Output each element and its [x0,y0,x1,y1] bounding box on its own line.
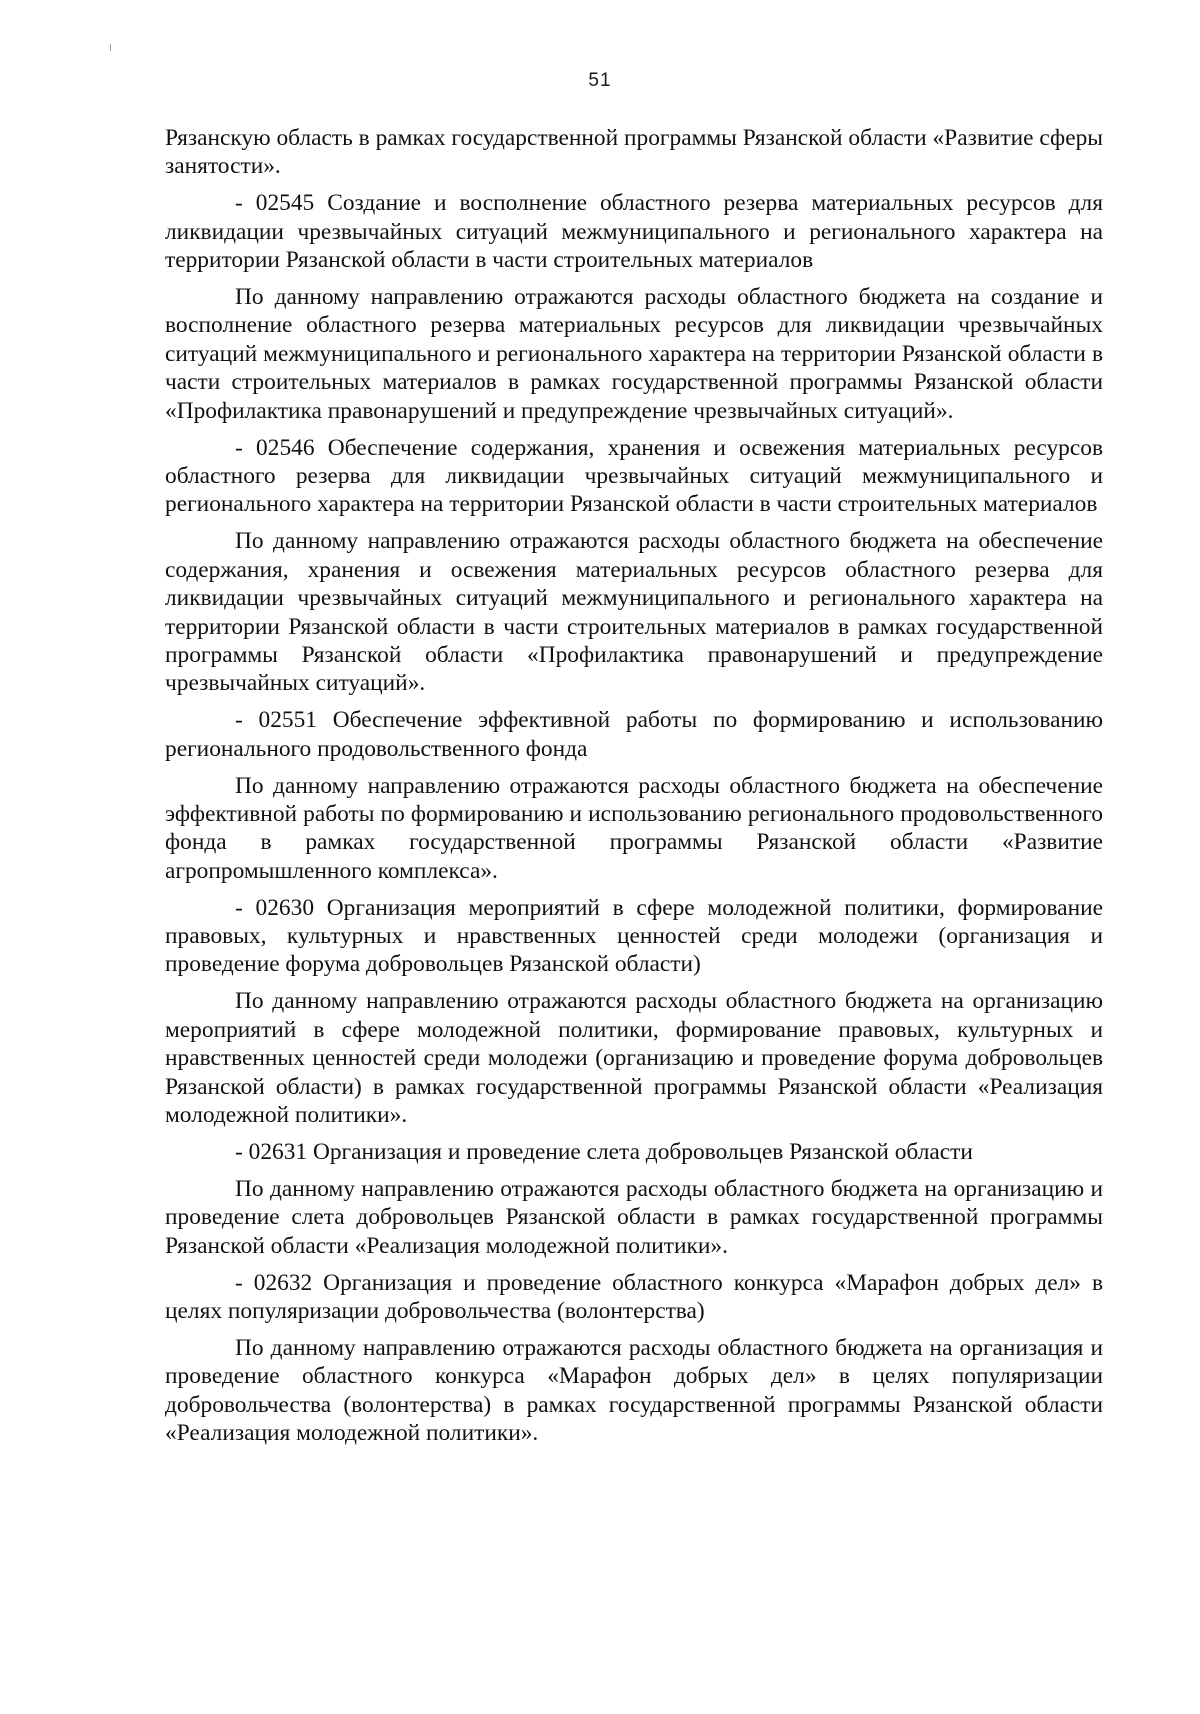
document-body [165,124,1103,1456]
paragraph-02545-description: По данному направлению отражаются расходы областного бюджета на создание и восполнение областного резерва материальных ресурсов для ликвидации чрезвычайных ситуаций межмуниципального и регионального характера на территории Рязанской области в части строительных материалов в рамках государственной программы Рязанской области «Профилактика правонарушений и предупреждение чрезвычайных ситуаций». [165,284,1103,424]
code-heading-02630: - 02630 Организация мероприятий в сфере молодежной политики, формирование правовых, культурных и нравственных ценностей среди молодежи (организация и проведение форума добровольцев Рязанской области) [165,894,1103,978]
paragraph-02632-description: По данному направлению отражаются расходы областного бюджета на организация и проведение областного конкурса «Марафон добрых дел» в целях популяризации добровольчества (волонтерства) в рамках государственной программы Рязанской области «Реализация молодежной политики». [165,1334,1103,1447]
code-heading-02551: - 02551 Обеспечение эффективной работы по формированию и использованию регионального продовольственного фонда [165,707,1103,762]
code-heading-02546: - 02546 Обеспечение содержания, хранения и освежения материальных ресурсов областного резерва для ликвидации чрезвычайных ситуаций межмуниципального и регионального характера на территории Рязанской области в части строительных материалов [165,434,1103,518]
scan-mark [110,44,111,51]
code-heading-02632: - 02632 Организация и проведение областного конкурса «Марафон добрых дел» в целях популяризации добровольчества (волонтерства) [165,1269,1103,1324]
code-heading-02545: - 02545 Создание и восполнение областного резерва материальных ресурсов для ликвидации чрезвычайных ситуаций межмуниципального и регионального характера на территории Рязанской области в части строительных материалов [165,190,1103,274]
code-heading-02631: - 02631 Организация и проведение слета добровольцев Рязанской области [235,1138,973,1165]
paragraph-continuation: Рязанскую область в рамках государственной программы Рязанской области «Развитие сферы занятости». [165,125,1103,180]
page-number: 51 [588,70,612,91]
paragraph-02631-description: По данному направлению отражаются расходы областного бюджета на организацию и проведение слета добровольцев Рязанской области в рамках государственной программы Рязанской области «Реализация молодежной политики». [165,1175,1103,1259]
paragraph-02546-description: По данному направлению отражаются расходы областного бюджета на обеспечение содержания, хранения и освежения материальных ресурсов областного резерва для ликвидации чрезвычайных ситуаций межмуниципального и регионального характера на территории Рязанской области в части строительных материалов в рамках государственной программы Рязанской области «Профилактика правонарушений и предупреждение чрезвычайных ситуаций». [165,528,1103,697]
paragraph-02630-description: По данному направлению отражаются расходы областного бюджета на организацию мероприятий в сфере молодежной политики, формирование правовых, культурных и нравственных ценностей среди молодежи (организацию и проведение форума добровольцев Рязанской области) в рамках государственной программы Рязанской области «Реализация молодежной политики». [165,988,1103,1128]
paragraph-02551-description: По данному направлению отражаются расходы областного бюджета на обеспечение эффективной работы по формированию и использованию регионального продовольственного фонда в рамках государственной программы Рязанской области «Развитие агропромышленного комплекса». [165,772,1103,884]
